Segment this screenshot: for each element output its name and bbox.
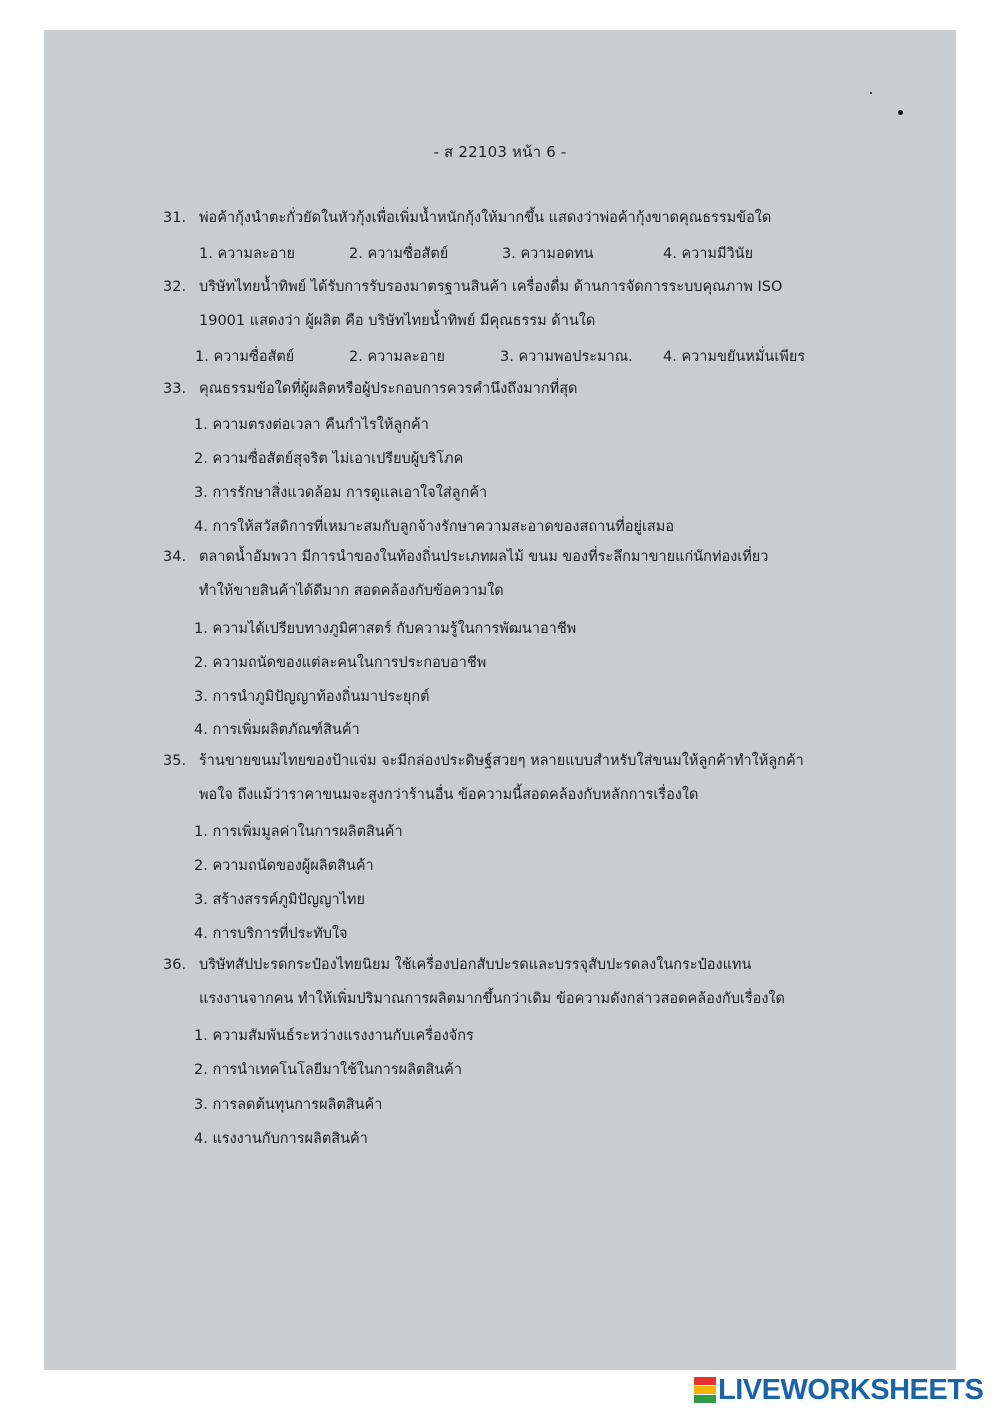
page-header: - ส 22103 หน้า 6 -: [433, 143, 567, 161]
speck-mark: [870, 92, 872, 94]
option: 3. ความพอประมาณ.: [500, 349, 633, 365]
option: 2. ความละอาย: [349, 349, 446, 365]
option: 1. ความได้เปรียบทางภูมิศาสตร์ กับความรู้ในการพัฒนาอาชีพ: [194, 621, 577, 637]
question-stem-continued: แรงงานจากคน ทำให้เพิ่มปริมาณการผลิตมากขึ้นกว่าเดิม ข้อความดังกล่าวสอดคล้องกับเรื่องใด: [199, 991, 785, 1007]
option: 1. ความตรงต่อเวลา คืนกำไรให้ลูกค้า: [194, 417, 429, 433]
option: 1. ความสัมพันธ์ระหว่างแรงงานกับเครื่องจักร: [194, 1028, 474, 1044]
option: 1. ความซื่อสัตย์: [195, 349, 295, 365]
question-number: 33.: [163, 381, 187, 397]
question-stem: บริษัทไทยน้ำทิพย์ ได้รับการรับรองมาตรฐานสินค้า เครื่องดื่ม ด้านการจัดการระบบคุณภาพ ISO: [199, 279, 783, 295]
logo-mark-icon: [694, 1377, 716, 1403]
option: 3. สร้างสรรค์ภูมิปัญญาไทย: [194, 892, 365, 908]
option: 3. การรักษาสิ่งแวดล้อม การดูแลเอาใจใส่ลูกค้า: [194, 485, 488, 501]
option: 4. ความมีวินัย: [663, 246, 754, 262]
option: 3. การนำภูมิปัญญาท้องถิ่นมาประยุกต์: [194, 689, 430, 705]
option: 3. การลดต้นทุนการผลิตสินค้า: [194, 1097, 383, 1113]
question-stem: ร้านขายขนมไทยของป้าแจ่ม จะมีกล่องประดิษฐ์สวยๆ หลายแบบสำหรับใส่ขนมให้ลูกค้าทำให้ลูกค้า: [199, 753, 804, 769]
option: 4. แรงงานกับการผลิตสินค้า: [194, 1131, 368, 1147]
question-stem: ตลาดน้ำอัมพวา มีการนำของในท้องถิ่นประเภทผลไม้ ขนม ของที่ระลึกมาขายแก่นักท่องเที่ยว: [199, 549, 769, 565]
option: 2. ความซื่อสัตย์: [349, 246, 449, 262]
speck-mark: [898, 110, 903, 115]
option: 4. การเพิ่มผลิตภัณฑ์สินค้า: [194, 722, 360, 738]
question-number: 35.: [163, 753, 187, 769]
question-number: 31.: [163, 210, 187, 226]
question-stem: พ่อค้ากุ้งนำตะกั่วยัดในหัวกุ้งเพื่อเพิ่มน้ำหนักกุ้งให้มากขึ้น แสดงว่าพ่อค้ากุ้งขาดคุณธรรมข้อใด: [199, 210, 772, 226]
logo-text: LIVEWORKSHEETS: [718, 1373, 984, 1406]
question-stem: คุณธรรมข้อใดที่ผู้ผลิตหรือผู้ประกอบการควรคำนึงถึงมากที่สุด: [199, 381, 578, 397]
option: 4. การบริการที่ประทับใจ: [194, 926, 348, 942]
option: 3. ความอดทน: [502, 246, 594, 262]
question-stem: บริษัทสัปปะรดกระป๋องไทยนิยม ใช้เครื่องปอกสับปะรดและบรรจุสับปะรดลงในกระป๋องแทน: [199, 957, 752, 973]
option: 1. ความละอาย: [199, 246, 296, 262]
option: 1. การเพิ่มมูลค่าในการผลิตสินค้า: [194, 824, 403, 840]
option: 4. การให้สวัสดิการที่เหมาะสมกับลูกจ้างรักษาความสะอาดของสถานที่อยู่เสมอ: [194, 519, 675, 535]
question-stem-continued: ทำให้ขายสินค้าได้ดีมาก สอดคล้องกับข้อความใด: [199, 583, 504, 599]
option: 4. ความขยันหมั่นเพียร: [663, 349, 806, 365]
question-stem-continued: 19001 แสดงว่า ผู้ผลิต คือ บริษัทไทยน้ำทิพย์ มีคุณธรรม ด้านใด: [199, 313, 596, 329]
option: 2. ความซื่อสัตย์สุจริต ไม่เอาเปรียบผู้บริโภค: [194, 451, 464, 467]
option: 2. ความถนัดของแต่ละคนในการประกอบอาชีพ: [194, 655, 487, 671]
option: 2. การนำเทคโนโลยีมาใช้ในการผลิตสินค้า: [194, 1062, 463, 1078]
question-number: 34.: [163, 549, 187, 565]
option: 2. ความถนัดของผู้ผลิตสินค้า: [194, 858, 374, 874]
question-number: 36.: [163, 957, 187, 973]
liveworksheets-logo: [694, 1374, 983, 1406]
question-number: 32.: [163, 279, 187, 295]
question-stem-continued: พอใจ ถึงแม้ว่าราคาขนมจะสูงกว่าร้านอื่น ข้อความนี้สอดคล้องกับหลักการเรื่องใด: [199, 787, 699, 803]
